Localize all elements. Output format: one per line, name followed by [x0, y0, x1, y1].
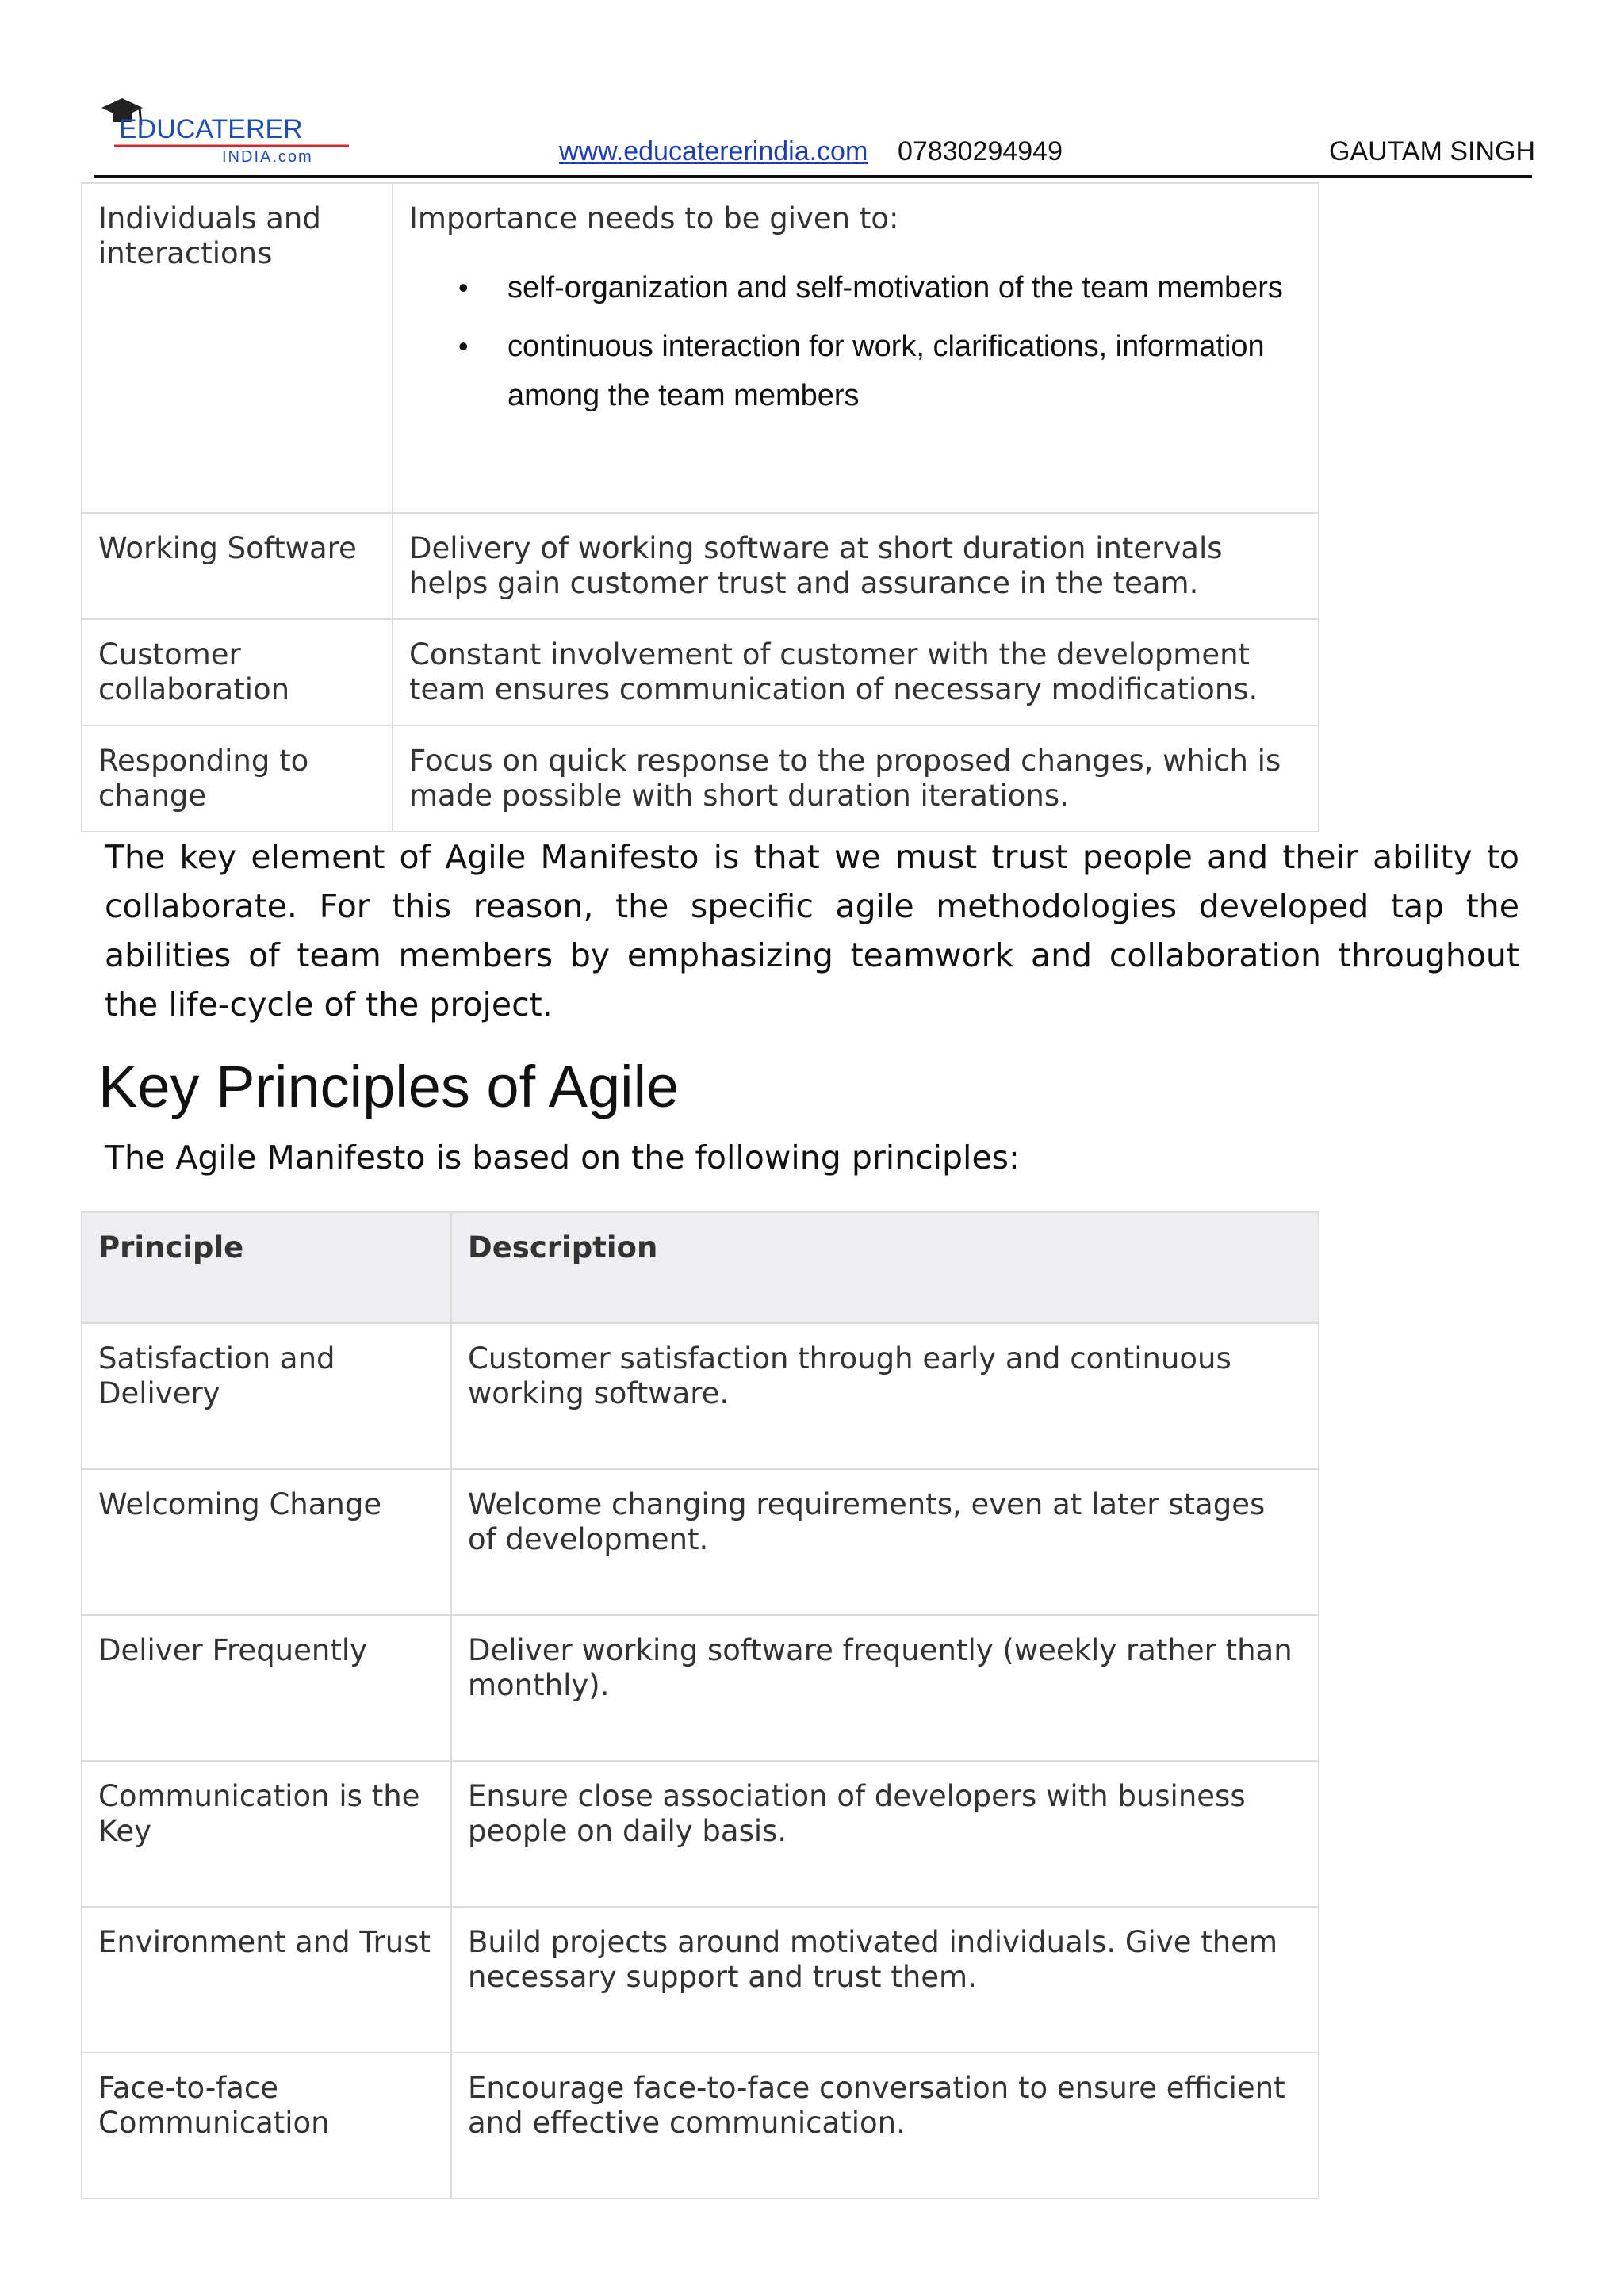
- educaterer-logo: [95, 94, 357, 170]
- value-cell: Responding to change: [82, 725, 393, 832]
- agile-values-table: [81, 182, 1320, 832]
- description-cell: Delivery of working software at short duration intervals helps gain customer trust and assurance in the team.: [393, 513, 1319, 619]
- header-rule: [94, 175, 1532, 178]
- table-row: [82, 1761, 1319, 1907]
- description-cell: Focus on quick response to the proposed changes, which is made possible with short duration iterations.: [393, 725, 1319, 832]
- table-row: [82, 1323, 1319, 1469]
- website-link[interactable]: www.educatererindia.com: [559, 136, 868, 166]
- phone-number: 07830294949: [898, 136, 1063, 166]
- bullet-list: [409, 263, 1302, 420]
- body-paragraph: The key element of Agile Manifesto is that we must trust people and their ability to collaborate. For this reason, the specific agile methodologies developed tap the abilities of team members by emphasizing teamwork and collaboration throughout the life-cycle of the project.: [105, 838, 1519, 1024]
- principle-cell: Communication is the Key: [82, 1761, 451, 1907]
- principle-cell: Face-to-face Communication: [82, 2053, 451, 2198]
- value-cell: Individuals and interactions: [82, 183, 393, 513]
- description-cell: Customer satisfaction through early and continuous working software.: [451, 1323, 1319, 1469]
- description-cell: Deliver working software frequently (weekly rather than monthly).: [451, 1615, 1319, 1761]
- table-row: [82, 183, 1319, 513]
- principle-cell: Welcoming Change: [82, 1469, 451, 1615]
- description-cell: Constant involvement of customer with the development team ensures communication of necessary modifications.: [393, 619, 1319, 725]
- list-item: • self-organization and self-motivation of the team members: [508, 263, 1302, 312]
- description-cell: Welcome changing requirements, even at later stages of development.: [451, 1469, 1319, 1615]
- description-cell: [393, 183, 1319, 513]
- logo-text-top: EDUCATERER: [119, 114, 303, 144]
- section-heading: Key Principles of Agile: [98, 1054, 680, 1119]
- table-row: [82, 1469, 1319, 1615]
- table-row: [82, 619, 1319, 725]
- principle-cell: Satisfaction and Delivery: [82, 1323, 451, 1469]
- author-name: GAUTAM SINGH: [1329, 136, 1536, 166]
- description-lead: Importance needs to be given to:: [409, 201, 899, 235]
- description-cell: Encourage face-to-face conversation to ensure efficient and effective communication.: [451, 2053, 1319, 2198]
- table-row: [82, 1907, 1319, 2053]
- table-row: [82, 513, 1319, 619]
- description-cell: Build projects around motivated individuals. Give them necessary support and trust them.: [451, 1907, 1319, 2053]
- value-cell: Working Software: [82, 513, 393, 619]
- list-item: • continuous interaction for work, clarifications, information among the team members: [508, 322, 1302, 420]
- description-cell: Ensure close association of developers with business people on daily basis.: [451, 1761, 1319, 1907]
- section-intro: The Agile Manifesto is based on the following principles:: [105, 1138, 1020, 1177]
- principle-cell: Environment and Trust: [82, 1907, 451, 2053]
- agile-principles-table: [81, 1211, 1320, 2199]
- table-row: [82, 1615, 1319, 1761]
- table-row: [82, 2053, 1319, 2198]
- table-header-row: [82, 1212, 1319, 1323]
- logo-text-bottom: INDIA.com: [222, 148, 313, 166]
- column-header-principle: Principle: [82, 1212, 451, 1323]
- principle-cell: Deliver Frequently: [82, 1615, 451, 1761]
- value-cell: Customer collaboration: [82, 619, 393, 725]
- column-header-description: Description: [451, 1212, 1319, 1323]
- table-row: [82, 725, 1319, 832]
